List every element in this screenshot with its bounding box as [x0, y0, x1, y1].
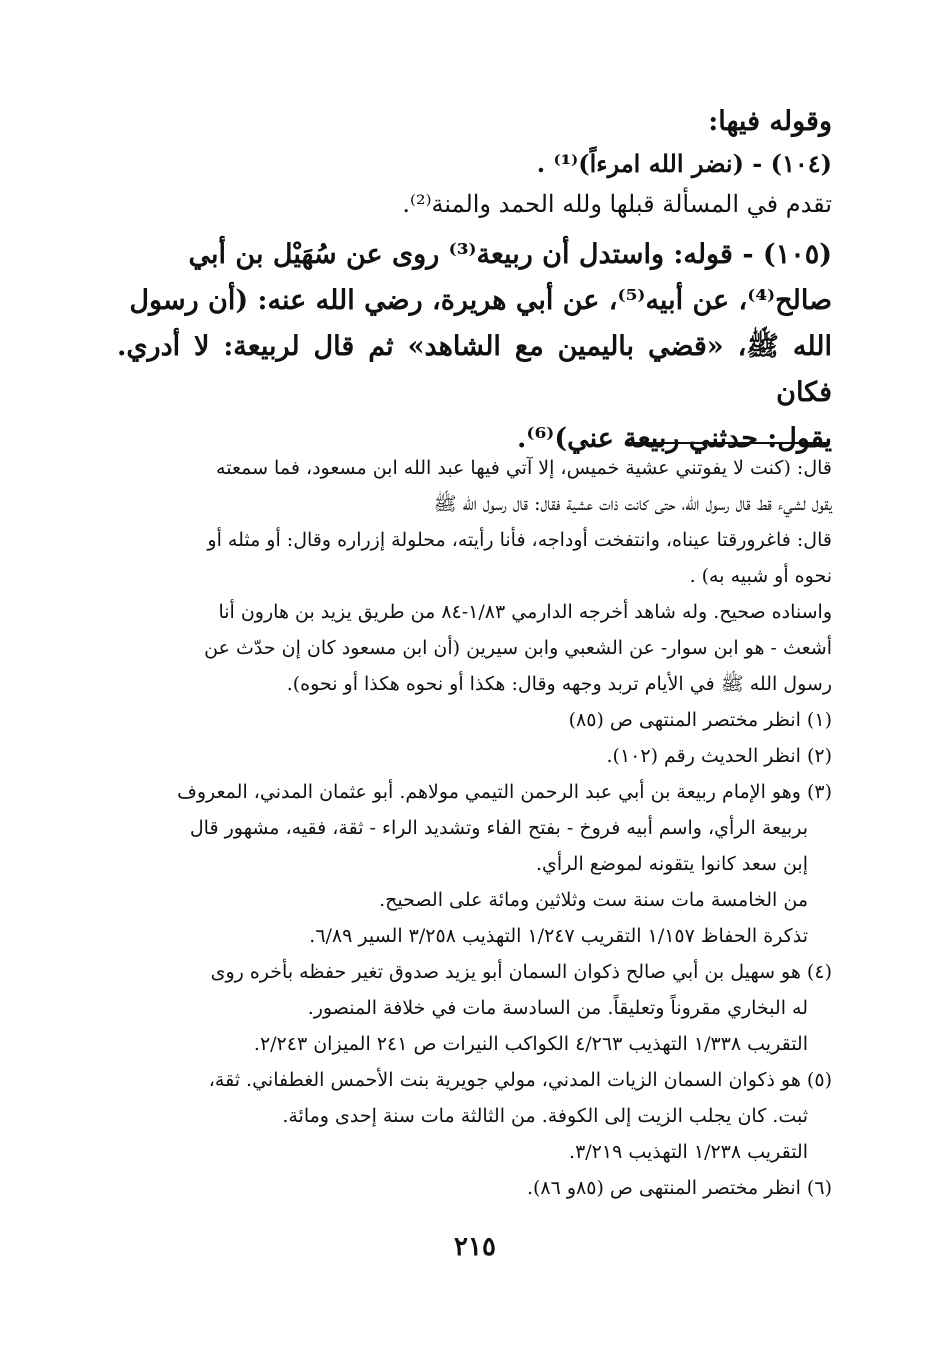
footnote-3-line: (٣) وهو الإمام ربيعة بن أبي عبد الرحمن التيمي مولاهم. أبو عثمان المدني، المعروف: [177, 781, 832, 803]
section-heading: وقوله فيها:: [708, 106, 832, 137]
footnote-continuation-line: يقول لشيء قط قال رسول الله، حتى كانت ذات عشية فقال: قال رسول الله ﷺ: [433, 493, 832, 515]
footnote-5-line: (٥) هو ذكوان السمان الزيات المدني، مولي جويرية بنت الأحمس الغطفاني. ثقة،: [208, 1069, 832, 1091]
item-105-line: يقول: حدثني ربيعة عني)⁽⁶⁾.: [517, 423, 832, 454]
footnote-continuation-line: قال: (كنت لا يفوتني عشية خميس، إلا آتي فيها عبد الله ابن مسعود، فما سمعته: [216, 457, 832, 479]
footnote-4-line: له البخاري مقروناً وتعليقاً. من السادسة مات في خلافة المنصور.: [307, 997, 808, 1019]
footnote-continuation-line: نحوه أو شبيه به) .: [689, 565, 832, 587]
footnote-3-line: تذكرة الحفاظ ١/١٥٧ التقريب ١/٢٤٧ التهذيب ٣/٢٥٨ السير ٦/٨٩.: [309, 925, 808, 947]
footnote-isnad-line: أشعث - هو ابن سوار- عن الشعبي وابن سيرين (أن ابن مسعود كان إن حدّث عن: [204, 637, 832, 659]
footnote-3-line: من الخامسة مات سنة ست وثلاثين ومائة على الصحيح.: [379, 889, 808, 911]
footnote-4-line: (٤) هو سهيل بن أبي صالح ذكوان السمان أبو يزيد صدوق تغير حفظه بأخره روى: [210, 961, 832, 983]
footnote-isnad-line: واسناده صحيح. وله شاهد أخرجه الدارمي ١/٨٣-٨٤ من طريق يزيد بن هارون أنا: [218, 601, 832, 623]
item-105: [117, 232, 832, 462]
main-text: [117, 100, 832, 462]
footnote-6: (٦) انظر مختصر المنتهى ص (٨٥و ٨٦).: [526, 1177, 832, 1199]
footnote-2: (٢) انظر الحديث رقم (١٠٢).: [606, 745, 832, 767]
footnotes: [117, 450, 832, 1206]
item-105-line: الله ﷺ، «قضي باليمين مع الشاهد» ثم قال لربيعة: لا أدري. فكان: [117, 331, 832, 408]
item-104-note: تقدم في المسألة قبلها ولله الحمد والمنة⁽²⁾.: [402, 190, 832, 218]
footnote-1: (١) انظر مختصر المنتهى ص (٨٥): [568, 709, 832, 731]
item-105-line: صالح⁽⁴⁾، عن أبيه⁽⁵⁾، عن أبي هريرة، رضي الله عنه: (أن رسول: [129, 285, 832, 316]
footnote-separator: [628, 442, 828, 444]
footnote-3-line: بربيعة الرأي، واسم أبيه فروخ - بفتح الفاء وتشديد الراء - ثقة، فقيه، مشهور قال: [189, 817, 808, 839]
item-104: (١٠٤) - (نضر الله امرءاً)⁽¹⁾ .: [536, 149, 832, 178]
footnote-5-line: التقريب ١/٢٣٨ التهذيب ٣/٢١٩.: [569, 1141, 808, 1163]
footnote-4-line: التقريب ١/٣٣٨ التهذيب ٤/٢٦٣ الكواكب النيرات ص ٢٤١ الميزان ٢/٢٤٣.: [253, 1033, 808, 1055]
footnote-5-line: ثبت. كان يجلب الزيت إلى الكوفة. من الثالثة مات سنة إحدى ومائة.: [282, 1105, 808, 1127]
page-number: ٢١٥: [454, 1232, 496, 1262]
footnote-continuation-line: قال: فاغرورقتا عيناه، وانتفخت أوداجه، فأنا رأيته، محلولة إزراره وقال: أو مثله أو: [207, 529, 832, 551]
footnote-3-line: إبن سعد كانوا يتقونه لموضع الرأي.: [535, 853, 808, 875]
item-105-line: (١٠٥) - قوله: واستدل أن ربيعة⁽³⁾ روى عن سُهَيْل بن أبي: [188, 239, 832, 270]
footnote-isnad-line: رسول الله ﷺ في الأيام تربد وجهه وقال: هكذا أو نحوه هكذا أو نحوه).: [286, 673, 832, 695]
